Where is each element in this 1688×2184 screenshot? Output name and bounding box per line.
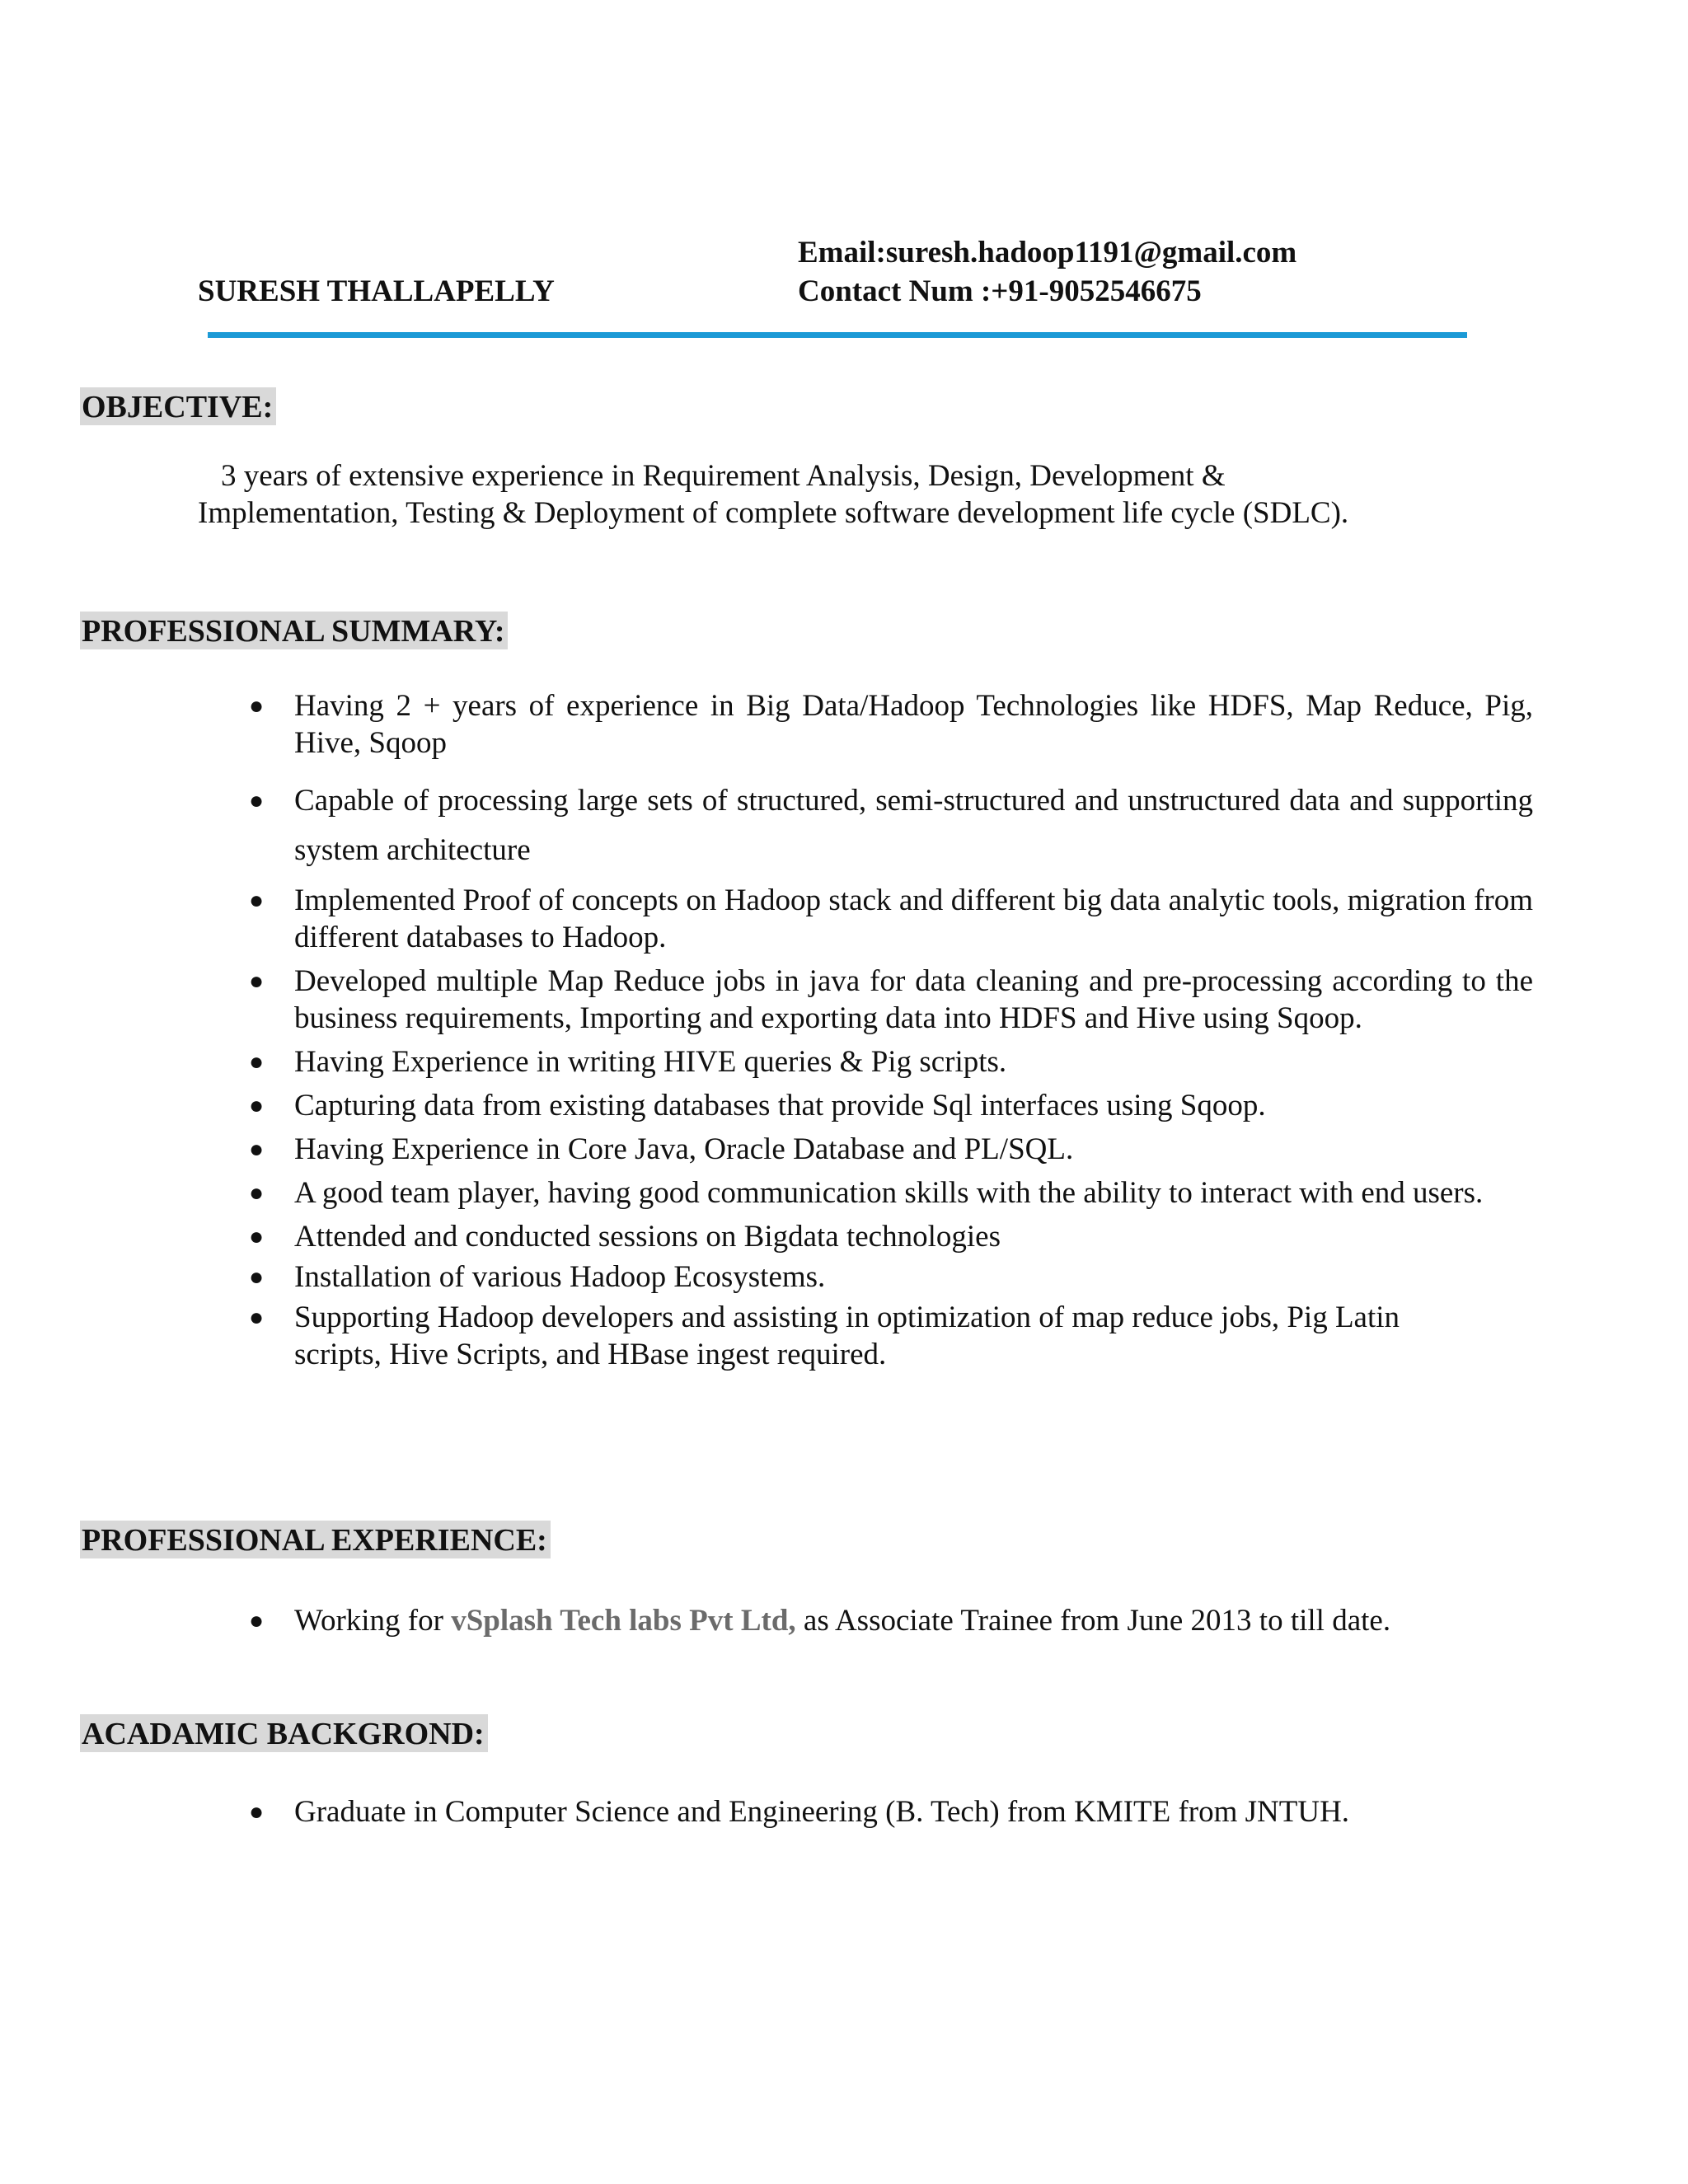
- bullet-icon: ●: [249, 1607, 265, 1634]
- list-item-text: Capable of processing large sets of structured, semi-structured and unstructured data and supporting system architecture: [294, 784, 1533, 867]
- objective-text: [198, 457, 1484, 532]
- list-item-text: Capturing data from existing databases that provide Sql interfaces using Sqoop.: [294, 1089, 1266, 1122]
- bullet-icon: ●: [249, 692, 265, 719]
- list-item-text: Having 2 + years of experience in Big Data/Hadoop Technologies like HDFS, Map Reduce, Pig, Hive, Sqoop: [294, 689, 1533, 760]
- bullet-icon: ●: [249, 1223, 265, 1250]
- summary-list: [249, 687, 1533, 1373]
- list-item: [249, 963, 1533, 1037]
- bullet-icon: ●: [249, 1179, 265, 1207]
- bullet-icon: ●: [249, 1798, 265, 1825]
- summary-heading: PROFESSIONAL SUMMARY:: [80, 612, 508, 649]
- academic-list: [249, 1793, 1533, 1830]
- bullet-icon: ●: [249, 1136, 265, 1163]
- list-item: [249, 1043, 1533, 1080]
- list-item-text: Implemented Proof of concepts on Hadoop stack and different big data analytic tools, migration from different databases to Hadoop.: [294, 883, 1533, 954]
- experience-heading: PROFESSIONAL EXPERIENCE:: [80, 1521, 551, 1558]
- experience-list: [249, 1603, 1481, 1639]
- bullet-icon: ●: [249, 887, 265, 914]
- list-item: [249, 1299, 1415, 1373]
- list-item-text: Installation of various Hadoop Ecosystems.: [294, 1260, 826, 1294]
- experience-prefix: Working for: [294, 1604, 452, 1638]
- candidate-name: SURESH THALLAPELLY: [198, 274, 555, 308]
- list-item: [249, 1603, 1481, 1639]
- list-item-text: Having Experience in writing HIVE queries & Pig scripts.: [294, 1045, 1007, 1079]
- header-divider: [208, 332, 1467, 338]
- objective-line-1: 3 years of extensive experience in Requirement Analysis, Design, Development &: [221, 459, 1226, 493]
- bullet-icon: ●: [249, 1263, 265, 1291]
- bullet-icon: ●: [249, 787, 265, 814]
- list-item-text: Having Experience in Core Java, Oracle Database and PL/SQL.: [294, 1132, 1074, 1166]
- bullet-icon: ●: [249, 1092, 265, 1119]
- list-item-text: A good team player, having good communication skills with the ability to interact with end users.: [294, 1176, 1484, 1210]
- email-text: Email:suresh.hadoop1191@gmail.com: [798, 236, 1297, 269]
- list-item: [249, 1258, 1533, 1296]
- list-item-text: Graduate in Computer Science and Engineering (B. Tech) from KMITE from JNTUH.: [294, 1795, 1350, 1829]
- objective-heading: OBJECTIVE:: [80, 387, 276, 425]
- experience-suffix: as Associate Trainee from June 2013 to till date.: [795, 1604, 1391, 1638]
- company-name: vSplash Tech labs Pvt Ltd,: [451, 1604, 796, 1638]
- bullet-icon: ●: [249, 1304, 265, 1331]
- bullet-icon: ●: [249, 1048, 265, 1076]
- academic-heading: ACADAMIC BACKGROND:: [80, 1714, 488, 1752]
- list-item-text: Supporting Hadoop developers and assisting in optimization of map reduce jobs, Pig Latin scripts, Hive Scripts, and HBase ingest required.: [294, 1301, 1400, 1371]
- list-item-text: Attended and conducted sessions on Bigdata technologies: [294, 1220, 1001, 1254]
- list-item: [249, 1174, 1533, 1212]
- list-item: [249, 882, 1533, 956]
- contact-number: Contact Num :+91-9052546675: [798, 274, 1202, 308]
- bullet-icon: ●: [249, 968, 265, 995]
- list-item: [249, 1131, 1533, 1168]
- list-item: [249, 687, 1533, 762]
- list-item: [249, 776, 1533, 875]
- list-item: [249, 1087, 1533, 1124]
- objective-line-2: Implementation, Testing & Deployment of complete software development life cycle (SDLC).: [198, 496, 1349, 530]
- list-item-text: Developed multiple Map Reduce jobs in java for data cleaning and pre-processing according to the business requirements, Importing and exporting data into HDFS and Hive using Sqoop.: [294, 964, 1533, 1035]
- list-item: [249, 1793, 1533, 1830]
- list-item: [249, 1218, 1533, 1255]
